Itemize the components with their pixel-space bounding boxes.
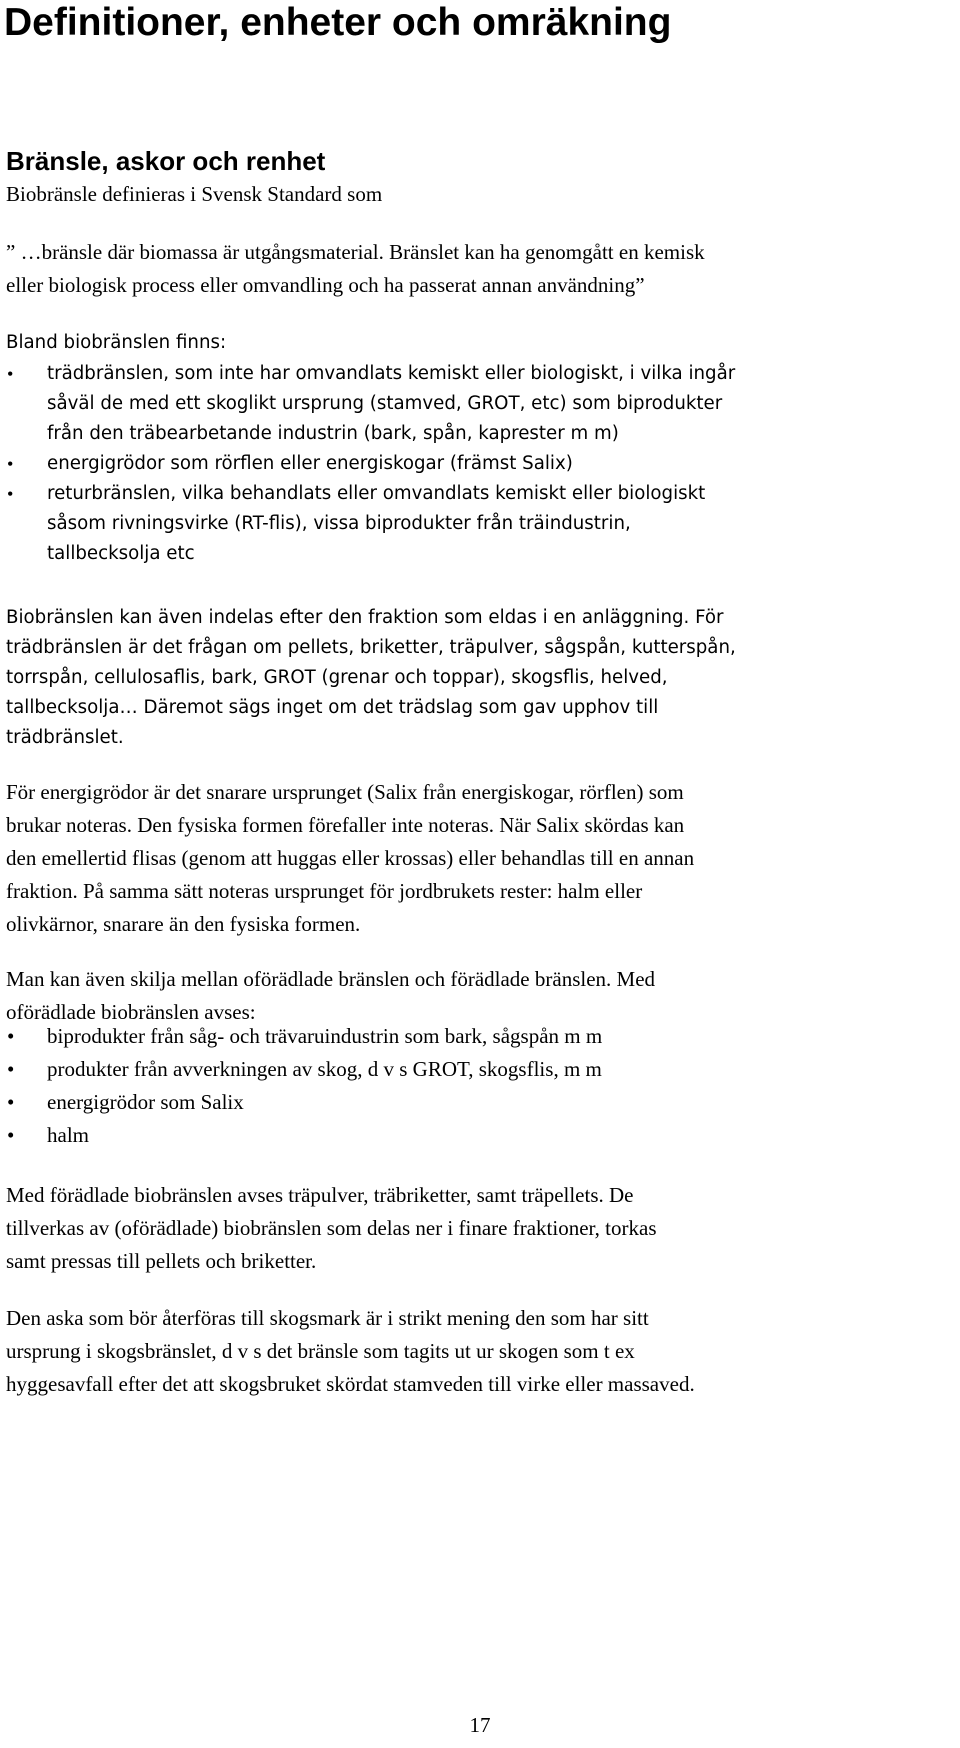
paragraph-line: hyggesavfall efter det att skogsbruket skördat stamveden till virke eller massaved. <box>6 1372 695 1396</box>
paragraph-line: För energigrödor är det snarare ursprunget (Salix från energiskogar, rörflen) som <box>6 780 684 804</box>
list-item <box>6 359 956 449</box>
list-item: • halm <box>6 1119 956 1152</box>
fuel-types-list <box>6 359 956 569</box>
paragraph-line: Biobränslen kan även indelas efter den fraktion som eldas i en anläggning. För <box>6 607 724 628</box>
list-item-line: såväl de med ett skoglikt ursprung (stamved, GROT, etc) som biprodukter <box>47 393 723 414</box>
paragraph-line: brukar noteras. Den fysiska formen förefaller inte noteras. När Salix skördas kan <box>6 813 685 837</box>
quote-line: ” …bränsle där biomassa är utgångsmaterial. Bränslet kan ha genomgått en kemisk <box>6 240 705 264</box>
paragraph-line: oförädlade biobränslen avses: <box>6 1000 256 1024</box>
paragraph-line: fraktion. På samma sätt noteras ursprunget för jordbrukets rester: halm eller <box>6 879 643 903</box>
list-item-line: • returbränslen, vilka behandlats eller omvandlats kemiskt eller biologiskt <box>47 483 706 504</box>
paragraph-line: tillverkas av (oförädlade) biobränslen som delas ner i finare fraktioner, torkas <box>6 1216 657 1240</box>
list-item <box>6 449 956 479</box>
list-item-line: tallbecksolja etc <box>47 543 195 564</box>
page-title: Definitioner, enheter och omräkning <box>4 1 672 44</box>
paragraph-line: trädbränslet. <box>6 727 124 748</box>
list-item-line: såsom rivningsvirke (RT-flis), vissa biprodukter från träindustrin, <box>47 513 631 534</box>
paragraph-aska <box>6 1302 956 1401</box>
page-number: 17 <box>469 1713 491 1737</box>
paragraph-line: torrspån, cellulosaflis, bark, GROT (grenar och toppar), skogsflis, helved, <box>6 667 668 688</box>
paragraph-foradlade <box>6 1179 956 1278</box>
paragraph-line: samt pressas till pellets och briketter. <box>6 1249 317 1273</box>
list-item-line: från den träbearbetande industrin (bark, spån, kaprester m m) <box>47 423 619 444</box>
list-item: • energigrödor som Salix <box>6 1086 956 1119</box>
paragraph-line: den emellertid flisas (genom att huggas eller krossas) eller behandlas till en annan <box>6 846 695 870</box>
oforadlade-list <box>6 1020 956 1152</box>
intro-line: Biobränsle definieras i Svensk Standard som <box>6 182 383 206</box>
list-item: • biprodukter från såg- och trävaruindustrin som bark, sågspån m m <box>6 1020 956 1053</box>
paragraph-fraktion <box>6 603 956 753</box>
list-item-line: • energigrödor som rörflen eller energiskogar (främst Salix) <box>47 453 573 474</box>
paragraph-line: Man kan även skilja mellan oförädlade bränslen och förädlade bränslen. Med <box>6 967 656 991</box>
paragraph-energigrodor <box>6 776 956 941</box>
paragraph-line: olivkärnor, snarare än den fysiska formen. <box>6 912 361 936</box>
paragraph-line: tallbecksolja… Däremot sägs inget om det trädslag som gav upphov till <box>6 697 659 718</box>
section-heading: Bränsle, askor och renhet <box>6 146 326 176</box>
paragraph-line: ursprung i skogsbränslet, d v s det bränsle som tagits ut ur skogen som t ex <box>6 1339 635 1363</box>
bland-label: Bland biobränslen finns: <box>6 332 227 353</box>
list-item <box>6 479 956 569</box>
list-item-line: • trädbränslen, som inte har omvandlats kemiskt eller biologiskt, i vilka ingår <box>47 363 736 384</box>
list-item: • produkter från avverkningen av skog, d v s GROT, skogsflis, m m <box>6 1053 956 1086</box>
quote-line: eller biologisk process eller omvandling och ha passerat annan användning” <box>6 273 645 297</box>
paragraph-line: trädbränslen är det frågan om pellets, briketter, träpulver, sågspån, kutterspån, <box>6 637 736 658</box>
paragraph-line: Den aska som bör återföras till skogsmark är i strikt mening den som har sitt <box>6 1306 649 1330</box>
paragraph-line: Med förädlade biobränslen avses träpulver, träbriketter, samt träpellets. De <box>6 1183 634 1207</box>
standard-quote <box>6 236 956 302</box>
